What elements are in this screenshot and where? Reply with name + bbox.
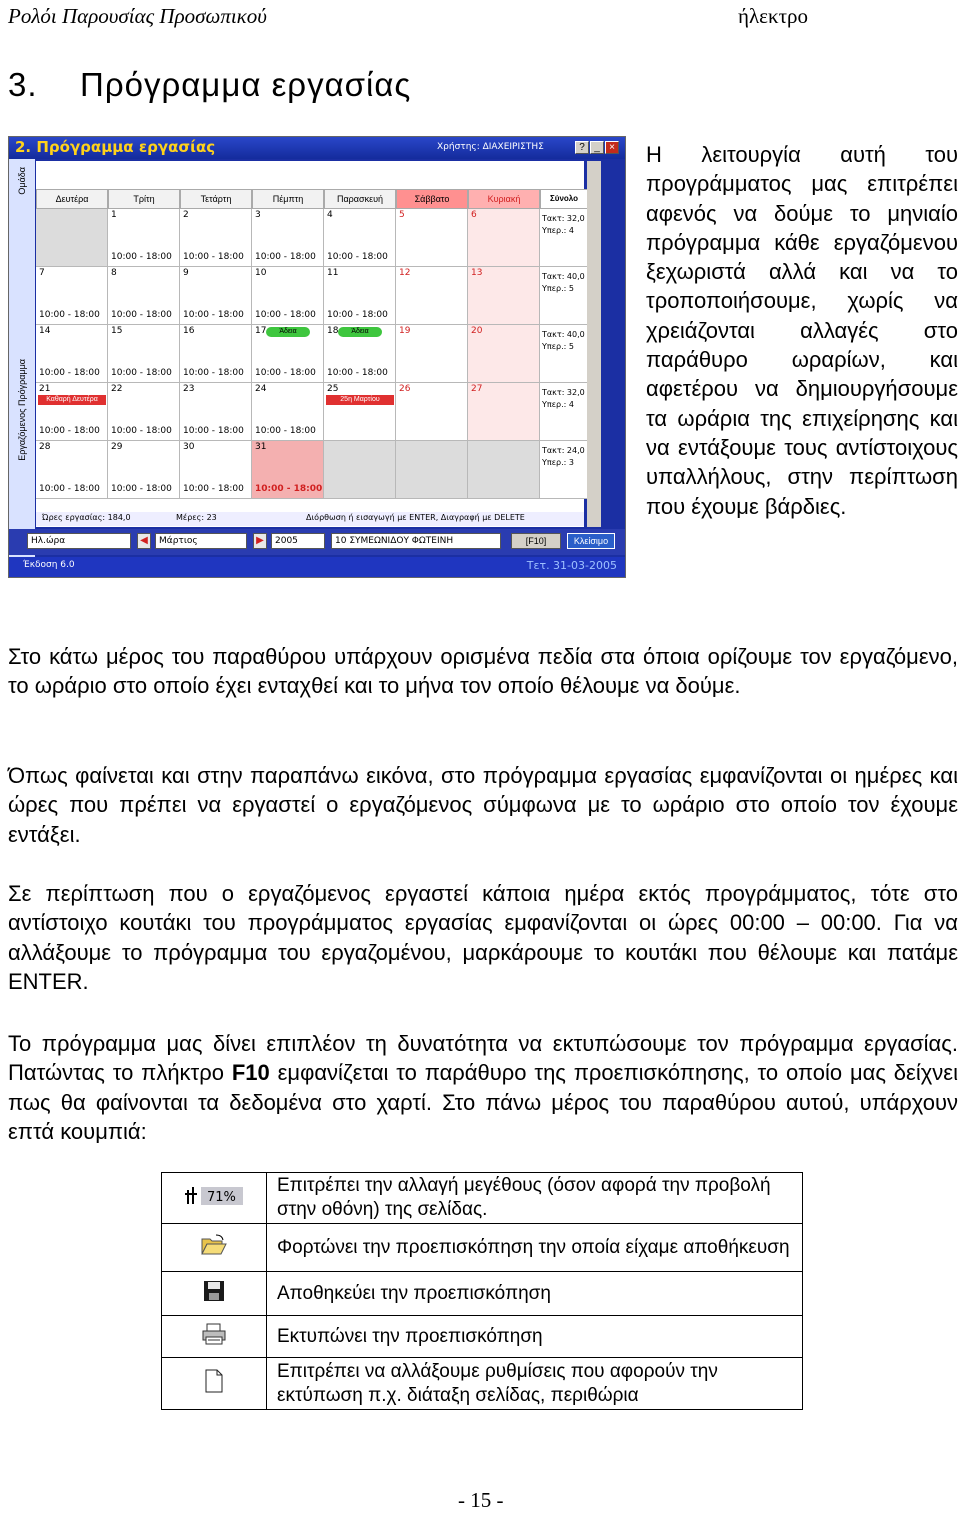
day-number: 5	[399, 210, 405, 220]
calendar-day-cell[interactable]	[468, 441, 540, 499]
page-number: - 15 -	[458, 1488, 504, 1512]
table-row	[162, 1316, 803, 1358]
calendar-day-cell[interactable]	[108, 383, 180, 441]
section-number: 3.	[8, 66, 38, 103]
day-number: 26	[399, 384, 411, 394]
next-month-button[interactable]: ▶	[253, 533, 267, 549]
shift-time: 10:00 - 18:00	[39, 368, 100, 378]
f10-key: F10	[231, 1060, 270, 1086]
app-status-bar	[9, 557, 625, 577]
calendar-day-cell[interactable]	[108, 441, 180, 499]
day-header: Κυριακή	[468, 189, 540, 209]
employee-combo[interactable]: 10 ΣΥΜΕΩΝΙΔΟΥ ΦΩΤΕΙΝΗ	[331, 533, 501, 549]
table-cell: Επιτρέπει να αλλάξουμε ρυθμίσεις που αφορούν την εκτύπωση π.χ. διάταξη σελίδας, περιθώρια	[267, 1358, 803, 1410]
day-number: 10	[255, 268, 267, 278]
calendar-day-cell[interactable]	[36, 441, 108, 499]
day-number: 16	[183, 326, 195, 336]
calendar-day-cell[interactable]	[252, 267, 324, 325]
week-summary: Τακτ: 24,0 Υπερ.: 3	[540, 441, 588, 499]
year-combo[interactable]: 2005	[271, 533, 325, 549]
save-disk-icon	[162, 1272, 267, 1316]
calendar-grid	[36, 161, 584, 527]
shift-time: 10:00 - 18:00	[183, 484, 244, 494]
calendar-day-cell[interactable]	[252, 325, 324, 383]
paragraph-fields: Στο κάτω μέρος του παραθύρου υπάρχουν ορισμένα πεδία στα όποια ορίζουμε τον εργαζόμενο, το ωράριο στο οποίο έχει ενταχθεί και το μήνα τον οποίο θέλουμε να δούμε.	[8, 644, 958, 699]
shift-time: 10:00 - 18:00	[327, 310, 388, 320]
preview-buttons-table	[161, 1172, 803, 1410]
calendar-day-cell[interactable]	[468, 267, 540, 325]
day-number: 28	[39, 442, 51, 452]
leave-badge: Άδεια	[338, 327, 382, 337]
side-tab-label[interactable]: Εργαζόμενος Πρόγραμμα	[17, 359, 27, 461]
shift-time: 10:00 - 18:00	[39, 310, 100, 320]
holiday-label: 25η Μαρτίου	[326, 395, 394, 405]
filter-bar	[9, 529, 625, 555]
paragraph-print	[8, 1029, 958, 1146]
shift-time: 10:00 - 18:00	[183, 252, 244, 262]
calendar-day-cell[interactable]	[252, 383, 324, 441]
open-folder-icon	[162, 1224, 267, 1272]
shift-time: 10:00 - 18:00	[39, 426, 100, 436]
day-header: Παρασκευή	[324, 189, 396, 209]
calendar-day-cell[interactable]	[324, 209, 396, 267]
day-number: 8	[111, 268, 117, 278]
day-number: 27	[471, 384, 483, 394]
paragraph-print-start: Το πρόγραμμα μας δίνει επιπλέον τη δυνατότητα να εκτυπώσουμε τον πρόγραμμα εργασίας. Πατώντας το πλήκτρο	[8, 1031, 958, 1086]
calendar-day-cell[interactable]	[36, 383, 108, 441]
section-heading	[8, 66, 411, 104]
shift-time: 10:00 - 18:00	[255, 310, 316, 320]
calendar-day-cell[interactable]	[180, 325, 252, 383]
day-header: Πέμπτη	[252, 189, 324, 209]
day-number: 24	[255, 384, 267, 394]
section-title: Πρόγραμμα εργασίας	[80, 66, 412, 103]
calendar-day-cell[interactable]	[180, 209, 252, 267]
calendar-day-cell[interactable]	[396, 441, 468, 499]
holiday-label: Καθαρή Δευτέρα	[38, 395, 106, 405]
shift-time: 10:00 - 18:00	[111, 368, 172, 378]
shift-time: 10:00 - 18:00	[111, 426, 172, 436]
prev-month-button[interactable]: ◀	[137, 533, 151, 549]
window-title: 2. Πρόγραμμα εργασίας	[15, 138, 216, 156]
day-number: 12	[399, 268, 411, 278]
date-label: Τετ. 31-03-2005	[526, 559, 617, 572]
close-window-button[interactable]: ×	[605, 141, 619, 154]
day-number: 29	[111, 442, 123, 452]
shift-time: 10:00 - 18:00	[327, 252, 388, 262]
week-summary: Τακτ: 40,0 Υπερ.: 5	[540, 267, 588, 325]
group-combo[interactable]: Ηλ.ώρα	[27, 533, 131, 549]
page-setup-icon	[162, 1358, 267, 1410]
day-number: 22	[111, 384, 123, 394]
day-number: 2	[183, 210, 189, 220]
status-hint: Διόρθωση ή εισαγωγή με ENTER, Διαγραφή με DELETE	[306, 513, 525, 522]
status-hours: Ώρες εργασίας: 184,0	[42, 513, 131, 522]
week-summary: Τακτ: 40,0 Υπερ.: 5	[540, 325, 588, 383]
day-header: Τετάρτη	[180, 189, 252, 209]
calendar-day-cell[interactable]	[468, 383, 540, 441]
shift-time: 10:00 - 18:00	[255, 368, 316, 378]
leave-badge: Άδεια	[266, 327, 310, 337]
calendar-day-cell[interactable]	[468, 209, 540, 267]
shift-time: 10:00 - 18:00	[111, 310, 172, 320]
day-header: Σάββατο	[396, 189, 468, 209]
shift-time: 10:00 - 18:00	[39, 484, 100, 494]
table-cell: Αποθηκεύει την προεπισκόπηση	[267, 1272, 803, 1316]
day-number: 15	[111, 326, 123, 336]
day-number: 14	[39, 326, 51, 336]
summary-header: Σύνολο	[540, 189, 588, 209]
running-header-brand: ήλεκτρο	[738, 4, 808, 28]
day-number: 4	[327, 210, 333, 220]
calendar-day-cell[interactable]	[36, 209, 108, 267]
calendar-day-cell[interactable]	[180, 383, 252, 441]
running-header-title: Ρολόι Παρουσίας Προσωπικού	[8, 4, 267, 28]
table-row	[162, 1173, 803, 1224]
exit-button[interactable]: Κλείσιμο	[567, 533, 615, 549]
window-titlebar	[9, 137, 625, 159]
month-combo[interactable]: Μάρτιος	[155, 533, 247, 549]
calendar-day-cell[interactable]	[396, 267, 468, 325]
shift-time: 10:00 - 18:00	[183, 368, 244, 378]
minimize-button[interactable]: _	[590, 141, 604, 154]
version-label: Έκδοση 6.0	[23, 560, 75, 570]
day-number: 9	[183, 268, 189, 278]
day-number: 30	[183, 442, 195, 452]
calendar-day-cell[interactable]	[396, 325, 468, 383]
paragraph-out-of-schedule: Σε περίπτωση που ο εργαζόμενος εργαστεί κάποια ημέρα εκτός προγράμματος, τότε στο αντίστοιχο κουτάκι του προγράμματος εργασίας εμφανίζονται οι ώρες 00:00 – 00:00. Για να αλλάξουμε το πρόγραμμα του εργαζομένου, μαρκάρουμε το κουτάκι που θέλουμε και πατάμε ENTER.	[8, 881, 958, 994]
paragraph-schedule: Όπως φαίνεται και στην παραπάνω εικόνα, στο πρόγραμμα εργασίας εμφανίζονται οι ημέρες και ώρες που πρέπει να εργαστεί ο εργαζόμενος σύμφωνα με το ωράριο στο οποίο τον έχουμε εντάξει.	[8, 763, 958, 847]
calendar-day-cell[interactable]	[108, 267, 180, 325]
calendar-day-cell[interactable]	[324, 441, 396, 499]
calendar-day-cell[interactable]	[36, 325, 108, 383]
day-number: 11	[327, 268, 339, 278]
day-number: 7	[39, 268, 45, 278]
calendar-day-cell[interactable]	[108, 209, 180, 267]
shift-time: 10:00 - 18:00	[111, 484, 172, 494]
table-row	[162, 1224, 803, 1272]
week-summary: Τακτ: 32,0 Υπερ.: 4	[540, 209, 588, 267]
shift-time: 10:00 - 18:00	[327, 368, 388, 378]
current-user: Χρήστης: ΔΙΑΧΕΙΡΙΣΤΗΣ	[437, 142, 544, 152]
table-row	[162, 1358, 803, 1410]
day-number: 6	[471, 210, 477, 220]
shift-time: 10:00 - 18:00	[255, 252, 316, 262]
day-header: Τρίτη	[108, 189, 180, 209]
table-cell: Επιτρέπει την αλλαγή μεγέθους (όσον αφορά την προβολή στην οθόνη) της σελίδας.	[267, 1173, 803, 1224]
vertical-scrollbar[interactable]	[587, 161, 601, 527]
calendar-day-cell[interactable]	[324, 267, 396, 325]
print-f10-button[interactable]: [F10]	[511, 533, 561, 549]
day-number: 1	[111, 210, 117, 220]
zoom-value: 71%	[207, 1189, 236, 1205]
day-number: 25	[327, 384, 339, 394]
intro-text: Η λειτουργία αυτή του προγράμματος μας επιτρέπει αφενός να δούμε το μηνιαίο πρόγραμμα κάθε εργαζόμενου ξεχωριστά αλλά και να το τροποποιήσουμε, χωρίς να χρειάζονται αλλαγές στο παράθυρο ωραρίων, και αφετέρου να δημιουργήσουμε τα ωράρια της επιχείρησης και να εντάξουμε τους αντίστοιχους υπαλλήλους, στην περίπτωση που έχουμε βάρδιες.	[646, 142, 958, 519]
calendar-day-cell[interactable]	[108, 325, 180, 383]
schedule-screenshot	[8, 136, 626, 578]
calendar-day-cell[interactable]	[396, 209, 468, 267]
day-number: 21	[39, 384, 51, 394]
help-button[interactable]: ?	[575, 141, 589, 154]
calendar-day-cell[interactable]	[396, 383, 468, 441]
week-summary: Τακτ: 32,0 Υπερ.: 4	[540, 383, 588, 441]
shift-time: 10:00 - 18:00	[183, 310, 244, 320]
calendar-day-cell[interactable]	[252, 209, 324, 267]
day-number: 23	[183, 384, 195, 394]
day-number: 3	[255, 210, 261, 220]
day-number: 20	[471, 326, 483, 336]
shift-time: 10:00 - 18:00	[255, 426, 316, 436]
shift-time: 10:00 - 18:00	[255, 484, 323, 494]
shift-time: 10:00 - 18:00	[111, 252, 172, 262]
day-number: 17	[255, 326, 267, 336]
calendar-day-cell[interactable]	[468, 325, 540, 383]
day-number: 31	[255, 442, 267, 452]
calendar-day-cell[interactable]	[180, 267, 252, 325]
day-number: 13	[471, 268, 483, 278]
day-number: 19	[399, 326, 411, 336]
table-cell: Εκτυπώνει την προεπισκόπηση	[267, 1316, 803, 1358]
calendar-day-cell[interactable]	[252, 441, 324, 499]
calendar-day-cell[interactable]	[180, 441, 252, 499]
zoom-icon	[162, 1173, 267, 1224]
side-tab-strip[interactable]	[9, 159, 35, 557]
day-number: 18	[327, 326, 339, 336]
day-header: Δευτέρα	[36, 189, 108, 209]
table-cell: Φορτώνει την προεπισκόπηση την οποία είχαμε αποθήκευση	[267, 1224, 803, 1272]
shift-time: 10:00 - 18:00	[183, 426, 244, 436]
side-group-label[interactable]: Ομάδα	[17, 167, 27, 195]
calendar-day-cell[interactable]	[324, 325, 396, 383]
calendar-day-cell[interactable]	[324, 383, 396, 441]
calendar-day-cell[interactable]	[36, 267, 108, 325]
status-row	[36, 512, 584, 526]
table-row	[162, 1272, 803, 1316]
status-days: Μέρες: 23	[176, 513, 217, 522]
printer-icon	[162, 1316, 267, 1358]
paragraph-print-end: εμφανίζεται το παράθυρο της προεπισκόπησης, το οποίο μας δείχνει πως θα φαίνονται τα δεδομένα στο χαρτί. Στο πάνω μέρος του παραθύρου αυτού, υπάρχουν επτά κουμπιά:	[8, 1060, 958, 1144]
